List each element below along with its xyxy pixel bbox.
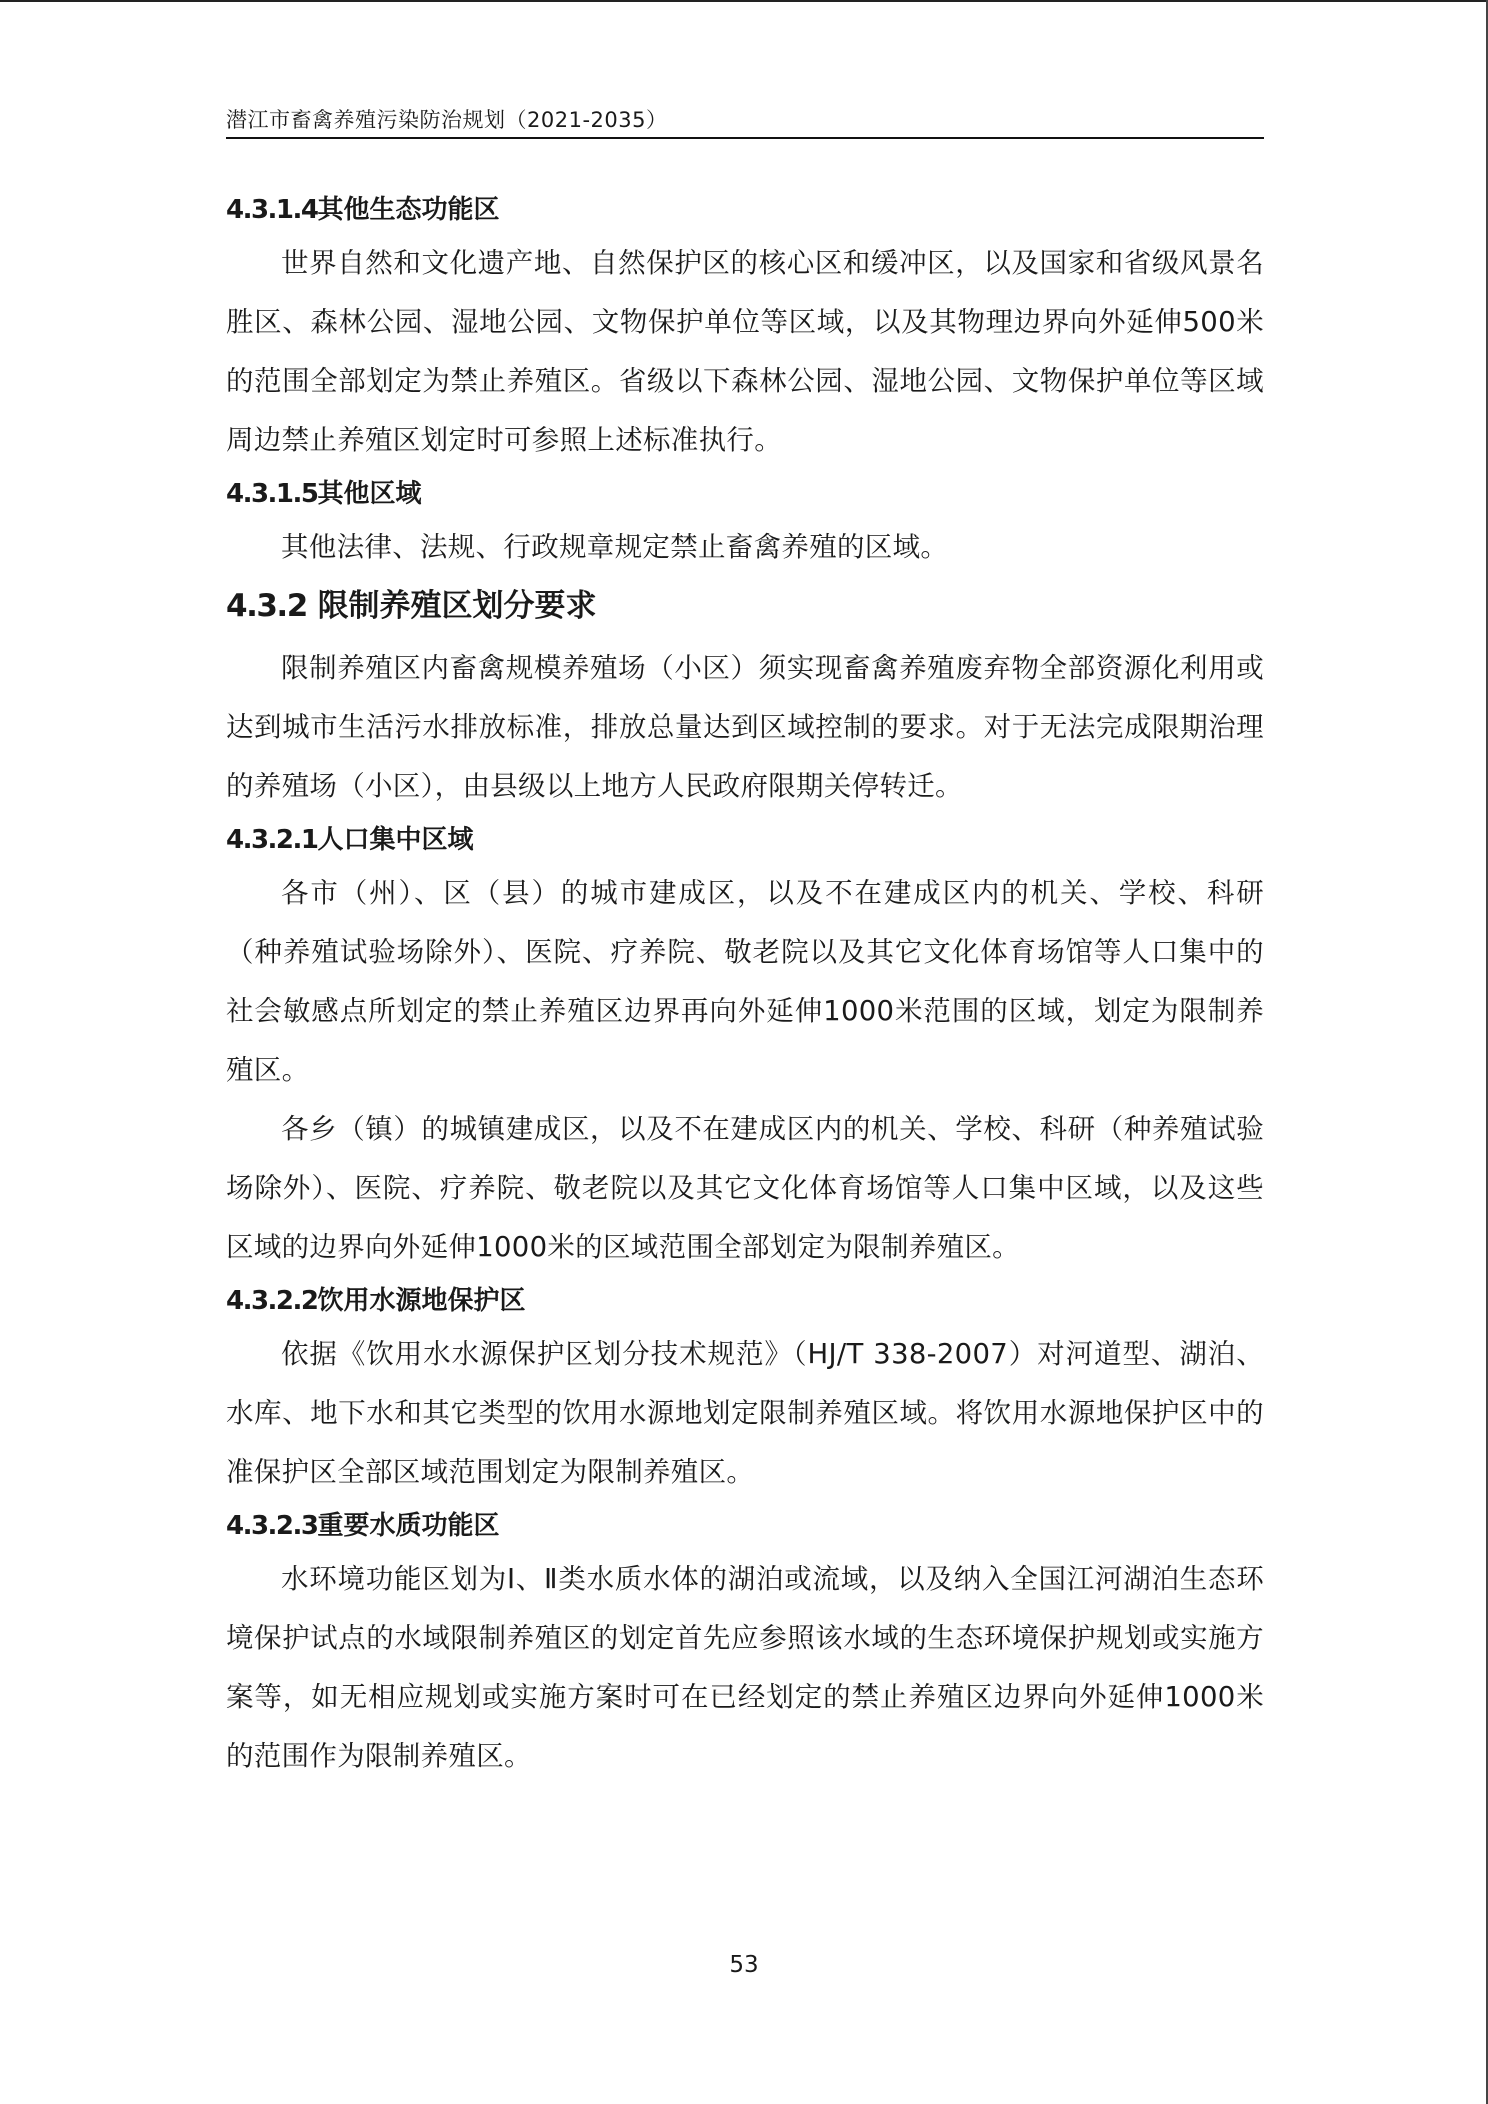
section-heading-4-3-1-4 [226,186,1264,234]
section-title: 饮用水源地保护区 [317,1286,526,1316]
paragraph: 依据《饮用水水源保护区划分技术规范》（HJ/T 338-2007）对河道型、湖泊、水库、地下水和其它类型的饮用水源地划定限制养殖区域。将饮用水源地保护区中的准保护区全部区域范围划定为限制养殖区。 [226,1338,1264,1488]
header-rule [226,137,1264,139]
paragraph: 限制养殖区内畜禽规模养殖场（小区）须实现畜禽养殖废弃物全部资源化利用或达到城市生活污水排放标准，排放总量达到区域控制的要求。对于无法完成限期治理的养殖场（小区），由县级以上地方人民政府限期关停转迁。 [226,652,1264,802]
section-heading-4-3-2-1 [226,816,1264,864]
section-heading-4-3-2-3 [226,1502,1264,1550]
paragraph: 各乡（镇）的城镇建成区，以及不在建成区内的机关、学校、科研（种养殖试验场除外）、医院、疗养院、敬老院以及其它文化体育场馆等人口集中区域，以及这些区域的边界向外延伸1000米的区域范围全部划定为限制养殖区。 [226,1113,1264,1263]
section-title: 人口集中区域 [317,825,474,855]
page-number: 53 [729,1952,759,1978]
section-title: 限制养殖区划分要求 [317,588,597,624]
section-number: 4.3.2.1 [226,825,318,855]
section-heading-4-3-1-5 [226,470,1264,518]
paragraph: 其他法律、法规、行政规章规定禁止畜禽养殖的区域。 [281,531,949,563]
section-heading-4-3-2-2 [226,1277,1264,1325]
section-heading-4-3-2 [226,577,1264,635]
paragraph: 水环境功能区划为Ⅰ、Ⅱ类水质水体的湖泊或流域，以及纳入全国江河湖泊生态环境保护试点的水域限制养殖区的划定首先应参照该水域的生态环境保护规划或实施方案等，如无相应规划或实施方案时可在已经划定的禁止养殖区边界向外延伸1000米的范围作为限制养殖区。 [226,1563,1264,1772]
page-border-top [0,0,1488,2]
section-number: 4.3.2 [226,588,307,624]
section-number: 4.3.1.4 [226,195,318,225]
document-body [226,186,1264,1786]
section-title: 其他生态功能区 [317,195,500,225]
section-title: 重要水质功能区 [317,1511,500,1541]
section-title: 其他区域 [317,479,422,509]
running-header: 潜江市畜禽养殖污染防治规划（2021-2035） [226,108,668,132]
paragraph: 世界自然和文化遗产地、自然保护区的核心区和缓冲区，以及国家和省级风景名胜区、森林公园、湿地公园、文物保护单位等区域，以及其物理边界向外延伸500米的范围全部划定为禁止养殖区。省级以下森林公园、湿地公园、文物保护单位等区域周边禁止养殖区划定时可参照上述标准执行。 [226,247,1264,456]
section-number: 4.3.1.5 [226,479,318,509]
section-number: 4.3.2.2 [226,1286,318,1316]
section-number: 4.3.2.3 [226,1511,318,1541]
paragraph: 各市（州）、区（县）的城市建成区，以及不在建成区内的机关、学校、科研（种养殖试验场除外）、医院、疗养院、敬老院以及其它文化体育场馆等人口集中的社会敏感点所划定的禁止养殖区边界再向外延伸1000米范围的区域，划定为限制养殖区。 [226,877,1264,1086]
